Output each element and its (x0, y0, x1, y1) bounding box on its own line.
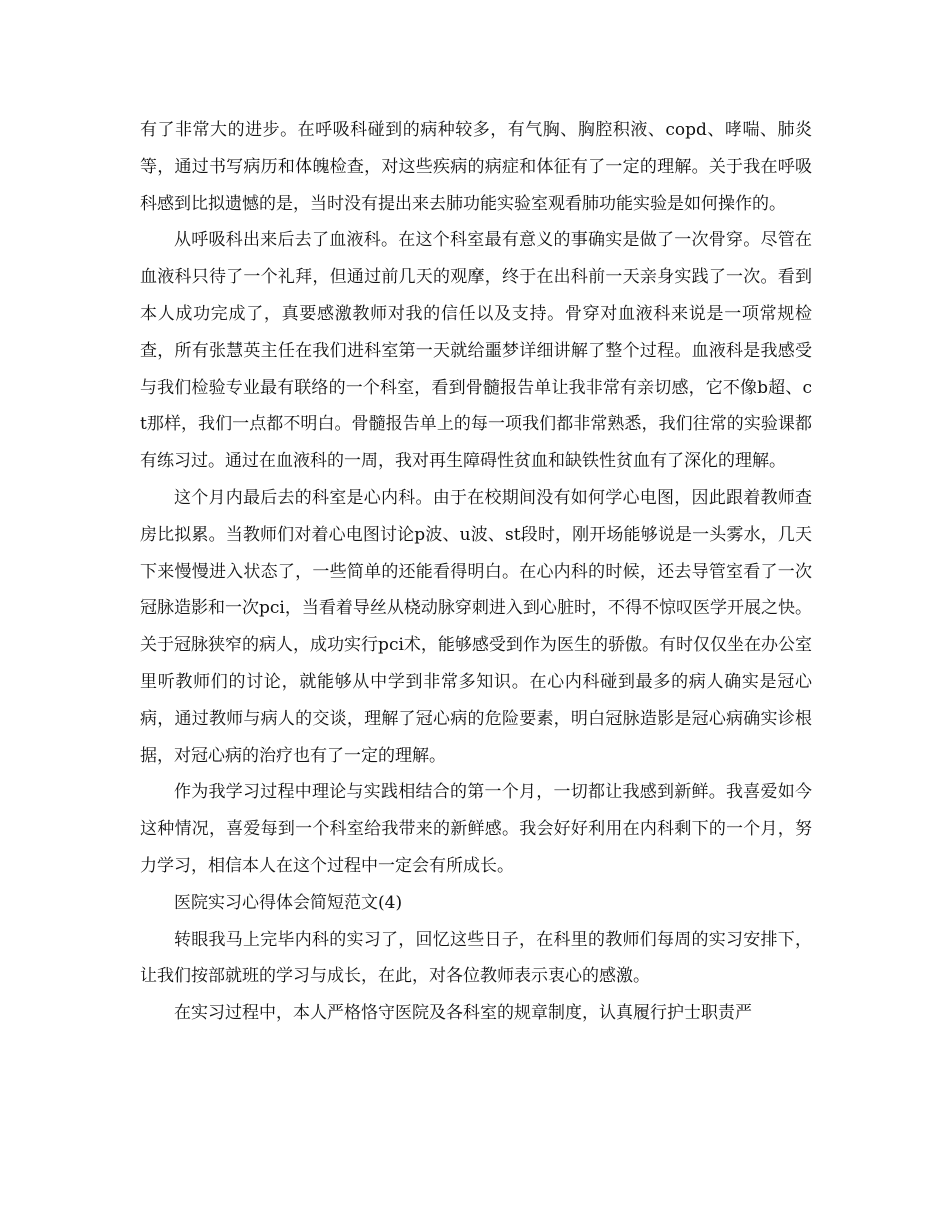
section-heading: 医院实习心得体会简短范文(4) (174, 892, 403, 913)
document-body (140, 112, 812, 1032)
paragraph-cardiology: 这个月内最后去的科室是心内科。由于在校期间没有如何学心电图，因此跟着教师查房比拟累。当教师们对着心电图讨论p波、u波、st段时，刚开场能够说是一头雾水，几天下来慢慢进入状态了，一些简单的还能看得明白。在心内科的时候，还去导管室看了一次冠脉造影和一次pci，当看着导丝从桡动脉穿刺进入到心脏时，不得不惊叹医学开展之快。关于冠脉狭窄的病人，成功实行pci术，能够感受到作为医生的骄傲。有时仅仅坐在办公室里听教师们的讨论，就能够从中学到非常多知识。在心内科碰到最多的病人确实是冠心病，通过教师与病人的交谈，理解了冠心病的危险要素，明白冠脉造影是冠心病确实诊根据，对冠心病的治疗也有了一定的理解。 (140, 487, 812, 766)
paragraph-respiratory-continued: 有了非常大的进步。在呼吸科碰到的病种较多，有气胸、胸腔积液、copd、哮喘、肺炎等，通过书写病历和体魄检查，对这些疾病的病症和体征有了一定的理解。关于我在呼吸科感到比拟遗憾的是，当时没有提出来去肺功能实验室观看肺功能实验是如何操作的。 (140, 120, 812, 214)
paragraph-hematology: 从呼吸科出来后去了血液科。在这个科室最有意义的事确实是做了一次骨穿。尽管在血液科只待了一个礼拜，但通过前几天的观摩，终于在出科前一天亲身实践了一次。看到本人成功完成了，真要感激教师对我的信任以及支持。骨穿对血液科来说是一项常规检查，所有张慧英主任在我们进科室第一天就给噩梦详细讲解了整个过程。血液科是我感受与我们检验专业最有联络的一个科室，看到骨髓报告单让我非常有亲切感，它不像b超、ct那样，我们一点都不明白。骨髓报告单上的每一项我们都非常熟悉，我们往常的实验课都有练习过。通过在血液科的一周，我对再生障碍性贫血和缺铁性贫血有了深化的理解。 (140, 230, 812, 472)
paragraph-internship-process: 在实习过程中，本人严格恪守医院及各科室的规章制度，认真履行护士职责严 (174, 1003, 752, 1024)
paragraph-summary: 作为我学习过程中理论与实践相结合的第一个月，一切都让我感到新鲜。我喜爱如今这种情况，喜爱每到一个科室给我带来的新鲜感。我会好好利用在内科剩下的一个月，努力学习，相信本人在这个过程中一定会有所成长。 (140, 782, 812, 876)
paragraph-internal-medicine: 转眼我马上完毕内科的实习了，回忆这些日子，在科里的教师们每周的实习安排下，让我们按部就班的学习与成长，在此，对各位教师表示衷心的感激。 (140, 929, 812, 987)
